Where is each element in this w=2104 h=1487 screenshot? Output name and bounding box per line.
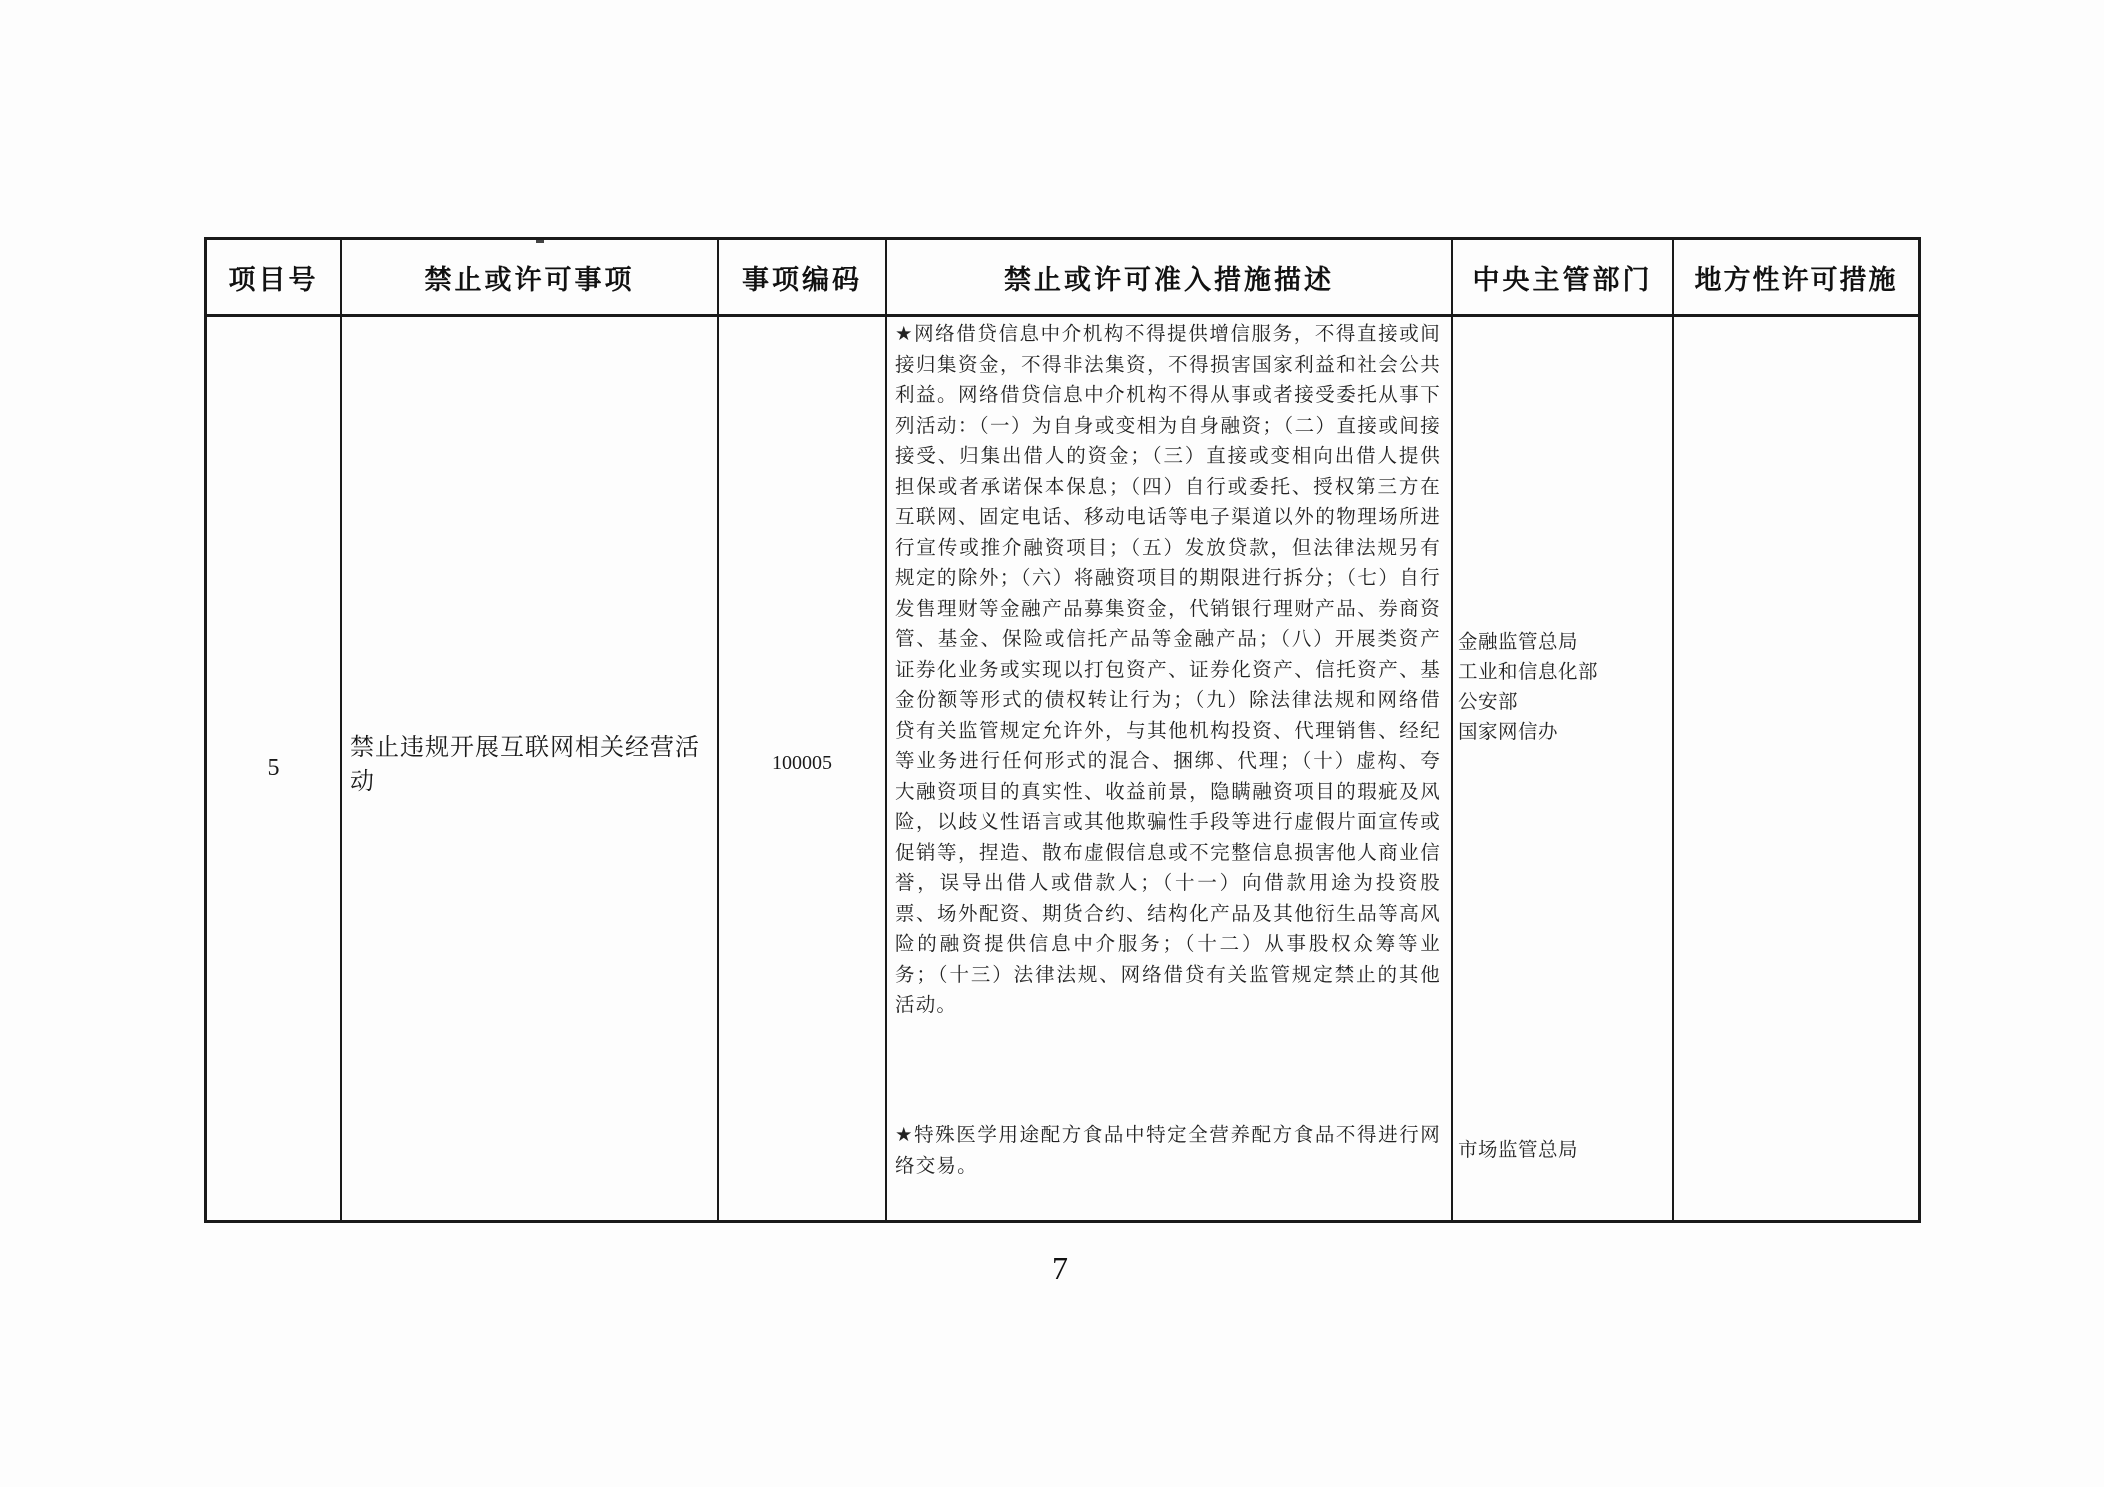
department-name: 公安部 bbox=[1458, 690, 1519, 713]
measure-description-1: ★网络借贷信息中介机构不得提供增信服务，不得直接或间接归集资金，不得非法集资，不得损害国家利益和社会公共利益。网络借贷信息中介机构不得从事或者接受委托从事下列活动：（一）为自身或变相为自身融资；（二）直接或间接接受、归集出借人的资金；（三）直接或变相向出借人提供担保或者承诺保本保息；（四）自行或委托、授权第三方在互联网、固定电话、移动电话等电子渠道以外的物理场所进行宣传或推介融资项目；（五）发放贷款，但法律法规另有规定的除外；（六）将融资项目的期限进行拆分；（七）自行发售理财等金融产品募集资金，代销银行理财产品、券商资管、基金、保险或信托产品等金融产品；（八）开展类资产证券化业务或实现以打包资产、证券化资产、信托资产、基金份额等形式的债权转让行为；（九）除法律法规和网络借贷有关监管规定允许外，与其他机构投资、代理销售、经纪等业务进行任何形式的混合、捆绑、代理；（十）虚构、夸大融资项目的真实性、收益前景，隐瞒融资项目的瑕疵及风险，以歧义性语言或其他欺骗性手段等进行虚假片面宣传或促销等，捏造、散布虚假信息或不完整信息损害他人商业信誉，误导出借人或借款人；（十一）向借款用途为投资股票、场外配资、期货合约、结构化产品及其他衍生品等高风险的融资提供信息中介服务；（十二）从事股权众筹等业务；（十三）法律法规、网络借贷有关监管规定禁止的其他活动。 bbox=[895, 322, 1441, 1016]
row-number bbox=[207, 317, 340, 1220]
row-item-name: 禁止违规开展互联网相关经营活动 bbox=[350, 732, 700, 795]
row-department-cell bbox=[1453, 317, 1672, 1220]
header-measure-description: 禁止或许可准入措施描述 bbox=[1004, 264, 1334, 296]
market-access-table bbox=[204, 237, 1921, 1223]
row-local-measure-cell bbox=[1674, 317, 1918, 1220]
row-item-code: 100005 bbox=[772, 752, 832, 774]
row-code-cell bbox=[719, 317, 885, 1220]
department-name: 国家网信办 bbox=[1458, 720, 1559, 743]
department-name: 市场监管总局 bbox=[1458, 1138, 1579, 1161]
measure-description-2: ★特殊医学用途配方食品中特定全营养配方食品不得进行网络交易。 bbox=[895, 1123, 1441, 1177]
header-central-department: 中央主管部门 bbox=[1472, 264, 1653, 296]
department-list-2 bbox=[1453, 1135, 1578, 1165]
header-item-code: 事项编码 bbox=[742, 264, 862, 296]
row-item-cell bbox=[342, 317, 717, 1220]
department-name: 工业和信息化部 bbox=[1458, 660, 1599, 683]
header-local-measures: 地方性许可措施 bbox=[1694, 264, 1898, 296]
department-name: 金融监管总局 bbox=[1458, 630, 1579, 653]
row-measure-cell bbox=[887, 317, 1451, 1220]
table-header-row bbox=[207, 240, 1918, 317]
department-list-1 bbox=[1453, 627, 1598, 747]
header-item-name: 禁止或许可事项 bbox=[424, 264, 635, 296]
row-number-text: 5 bbox=[267, 755, 280, 781]
header-item-number: 项目号 bbox=[228, 264, 319, 296]
page-number: 7 bbox=[1052, 1250, 1068, 1286]
